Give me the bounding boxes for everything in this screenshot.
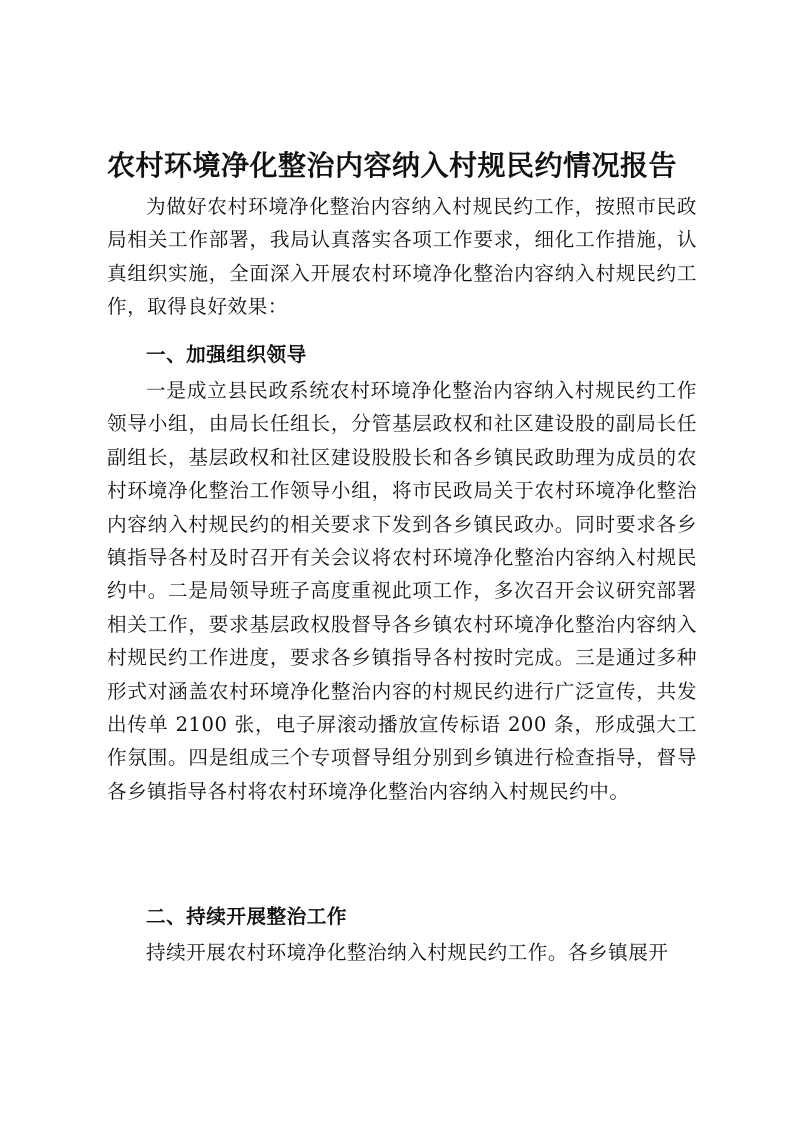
section-body-organization: 一是成立县民政系统农村环境净化整治内容纳入村规民约工作领导小组，由局长任组长，分管基层政权和社区建设股的副局长任副组长，基层政权和社区建设股股长和各乡镇民政助理为成员的农村环境净化整治工作领导小组，将市民政局关于农村环境净化整治内容纳入村规民约的相关要求下发到各乡镇民政办。同时要求各乡镇指导各村及时召开有关会议将农村环境净化整治内容纳入村规民约中。二是局领导班子高度重视此项工作，多次召开会议研究部署相关工作，要求基层政权股督导各乡镇农村环境净化整治内容纳入村规民约工作进度，要求各乡镇指导各村按时完成。三是通过多种形式对涵盖农村环境净化整治内容的村规民约进行广泛宣传，共发出传单 2100 张，电子屏滚动播放宣传标语 200 条，形成强大工作氛围。四是组成三个专项督导组分别到乡镇进行检查指导，督导各乡镇指导各村将农村环境净化整治内容纳入村规民约中。 <box>107 379 697 803</box>
section-heading-continue-work: 二、持续开展整治工作 <box>146 905 347 928</box>
section-heading-organization: 一、加强组织领导 <box>146 343 307 366</box>
intro-paragraph: 为做好农村环境净化整治内容纳入村规民约工作，按照市民政局相关工作部署，我局认真落实各项工作要求，细化工作措施，认真组织实施，全面深入开展农村环境净化整治内容纳入村规民约工作，取得良好效果： <box>107 195 697 319</box>
section-body-continue-work: 持续开展农村环境净化整治纳入村规民约工作。各乡镇展开 <box>146 941 669 964</box>
document-title: 农村环境净化整治内容纳入村规民约情况报告 <box>107 149 678 182</box>
